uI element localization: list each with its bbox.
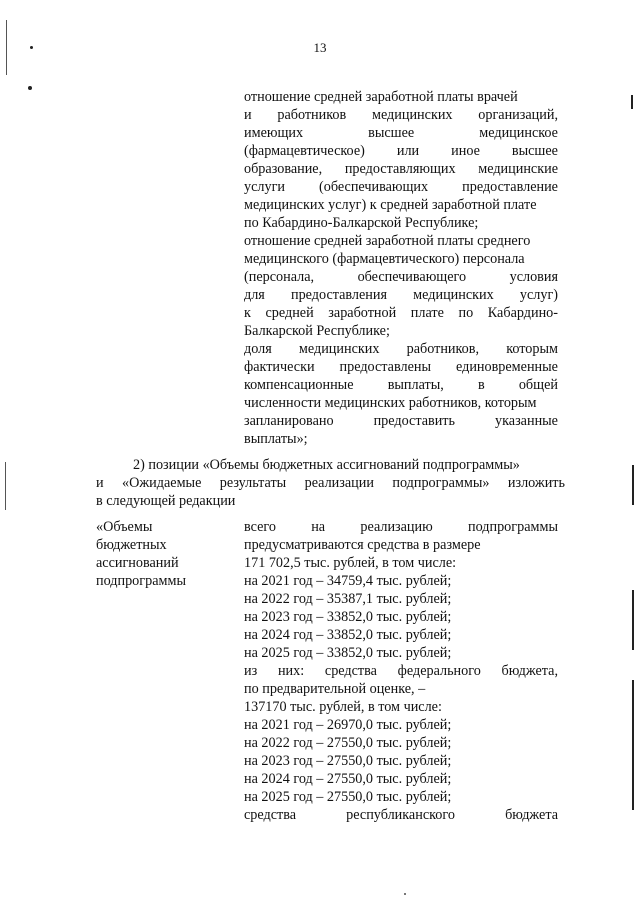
table-value-line: [244, 806, 558, 824]
word: предоставление: [462, 179, 558, 195]
word: изложить: [507, 475, 565, 491]
word: работников: [277, 107, 347, 123]
word: в: [477, 377, 485, 393]
table-value-line: предусматриваются средства в размере: [244, 537, 481, 553]
table-value-line: на 2025 год – 27550,0 тыс. рублей;: [244, 789, 452, 805]
indicator-line: по Кабардино-Балкарской Республике;: [244, 215, 479, 231]
word: услуг): [519, 287, 558, 303]
word: условия: [509, 269, 558, 285]
table-value-line: на 2022 год – 27550,0 тыс. рублей;: [244, 735, 452, 751]
table-label-line: подпрограммы: [96, 573, 186, 589]
word: запланировано: [244, 413, 334, 429]
word: высшее: [511, 143, 558, 159]
indicator-line: [244, 178, 558, 196]
word: (фармацевтическое): [244, 143, 365, 159]
table-value-line: на 2021 год – 34759,4 тыс. рублей;: [244, 573, 452, 589]
word: работников,: [406, 341, 480, 357]
word: общей: [518, 377, 558, 393]
scan-edge-left-bottom: [5, 462, 6, 510]
word: указанные: [495, 413, 558, 429]
word: бюджета: [505, 807, 558, 823]
word: подпрограммы: [468, 519, 558, 535]
indicator-line: медицинского (фармацевтического) персонала: [244, 251, 525, 267]
indicator-line: численности медицинских работников, которым: [244, 395, 537, 411]
table-value-line: на 2024 год – 33852,0 тыс. рублей;: [244, 627, 452, 643]
word: реализацию: [360, 519, 433, 535]
table-value-line: [244, 518, 558, 536]
indicator-line: [244, 268, 558, 286]
word: средства: [324, 663, 377, 679]
word: услуги: [244, 179, 285, 195]
word: из: [244, 663, 258, 679]
table-value-line: на 2022 год – 35387,1 тыс. рублей;: [244, 591, 452, 607]
word: иное: [451, 143, 480, 159]
indicator-line: [244, 340, 558, 358]
table-value-line: на 2024 год – 27550,0 тыс. рублей;: [244, 771, 452, 787]
word: медицинских: [298, 341, 380, 357]
indicator-line: [244, 160, 558, 178]
word: них:: [277, 663, 305, 679]
word: предоставлены: [339, 359, 431, 375]
indicator-line: [244, 412, 558, 430]
indicator-line: [244, 106, 558, 124]
table-value-line: на 2023 год – 33852,0 тыс. рублей;: [244, 609, 452, 625]
word: организаций,: [478, 107, 558, 123]
amendment-line: 2) позиции «Объемы бюджетных ассигнований подпрограммы»: [133, 457, 520, 473]
amendment-line: в следующей редакции: [96, 493, 236, 509]
word: высшее: [368, 125, 415, 141]
indicator-line: [244, 376, 558, 394]
page-number: 13: [313, 40, 327, 55]
amendment-line: [96, 474, 565, 492]
word: результаты: [219, 475, 287, 491]
word: медицинских: [371, 107, 453, 123]
table-value-line: на 2021 год – 26970,0 тыс. рублей;: [244, 717, 452, 733]
word: медицинское: [479, 125, 558, 141]
indicator-line: [244, 124, 558, 142]
word: предоставления: [290, 287, 388, 303]
word: которым: [506, 341, 558, 357]
word: предоставить: [373, 413, 455, 429]
word: подпрограммы»: [392, 475, 490, 491]
word: и: [244, 107, 252, 123]
word: медицинских: [413, 287, 494, 303]
table-value-line: на 2023 год – 27550,0 тыс. рублей;: [244, 753, 452, 769]
table-value-line: 137170 тыс. рублей, в том числе:: [244, 699, 442, 715]
scan-edge-right-upper: [631, 95, 633, 109]
word: фактически: [244, 359, 315, 375]
word: «Ожидаемые: [122, 475, 202, 491]
word: по: [458, 305, 474, 321]
word: предоставляющих: [344, 161, 456, 177]
table-value-line: на 2025 год – 33852,0 тыс. рублей;: [244, 645, 452, 661]
word: доля: [244, 341, 272, 357]
table-label-line: бюджетных: [96, 537, 167, 553]
word: средней: [265, 305, 314, 321]
indicator-line: отношение средней заработной платы врачей: [244, 89, 518, 105]
word: федерального: [397, 663, 481, 679]
word: реализации: [304, 475, 374, 491]
scan-edge-right-mid: [632, 465, 634, 505]
word: к: [244, 305, 251, 321]
indicator-line: [244, 286, 558, 304]
word: выплаты,: [387, 377, 444, 393]
scan-dot-bottom: [404, 893, 406, 895]
table-value-line: 171 702,5 тыс. рублей, в том числе:: [244, 555, 457, 571]
indicator-line: Балкарской Республике;: [244, 323, 390, 339]
indicator-line: [244, 358, 558, 376]
word: и: [96, 475, 104, 491]
word: медицинские: [478, 161, 558, 177]
word: единовременные: [455, 359, 558, 375]
word: Кабардино-: [487, 305, 558, 321]
word: для: [244, 287, 265, 303]
table-label-line: «Объемы: [96, 519, 153, 535]
indicator-line: медицинских услуг) к средней заработной плате: [244, 197, 537, 213]
word: всего: [244, 519, 276, 535]
word: компенсационные: [244, 377, 354, 393]
word: бюджета,: [501, 663, 558, 679]
word: обеспечивающего: [357, 269, 467, 285]
scan-edge-right-bottom: [632, 680, 634, 810]
indicator-line: выплаты»;: [244, 431, 308, 447]
table-label-line: ассигнований: [96, 555, 179, 571]
word: республиканского: [346, 807, 455, 823]
scan-dot-lower: [28, 86, 32, 90]
word: (персонала,: [244, 269, 315, 285]
word: имеющих: [244, 125, 304, 141]
word: образование,: [244, 161, 323, 177]
word: заработной: [328, 305, 397, 321]
scan-edge-right-lower: [632, 590, 634, 650]
table-value-line: [244, 662, 558, 680]
word: плате: [410, 305, 444, 321]
indicator-line: отношение средней заработной платы среднего: [244, 233, 531, 249]
indicator-line: [244, 304, 558, 322]
word: средства: [244, 807, 297, 823]
indicator-line: [244, 142, 558, 160]
word: (обеспечивающих: [319, 179, 429, 195]
table-value-line: по предварительной оценке, –: [244, 681, 426, 697]
word: на: [311, 519, 326, 535]
word: или: [396, 143, 420, 159]
